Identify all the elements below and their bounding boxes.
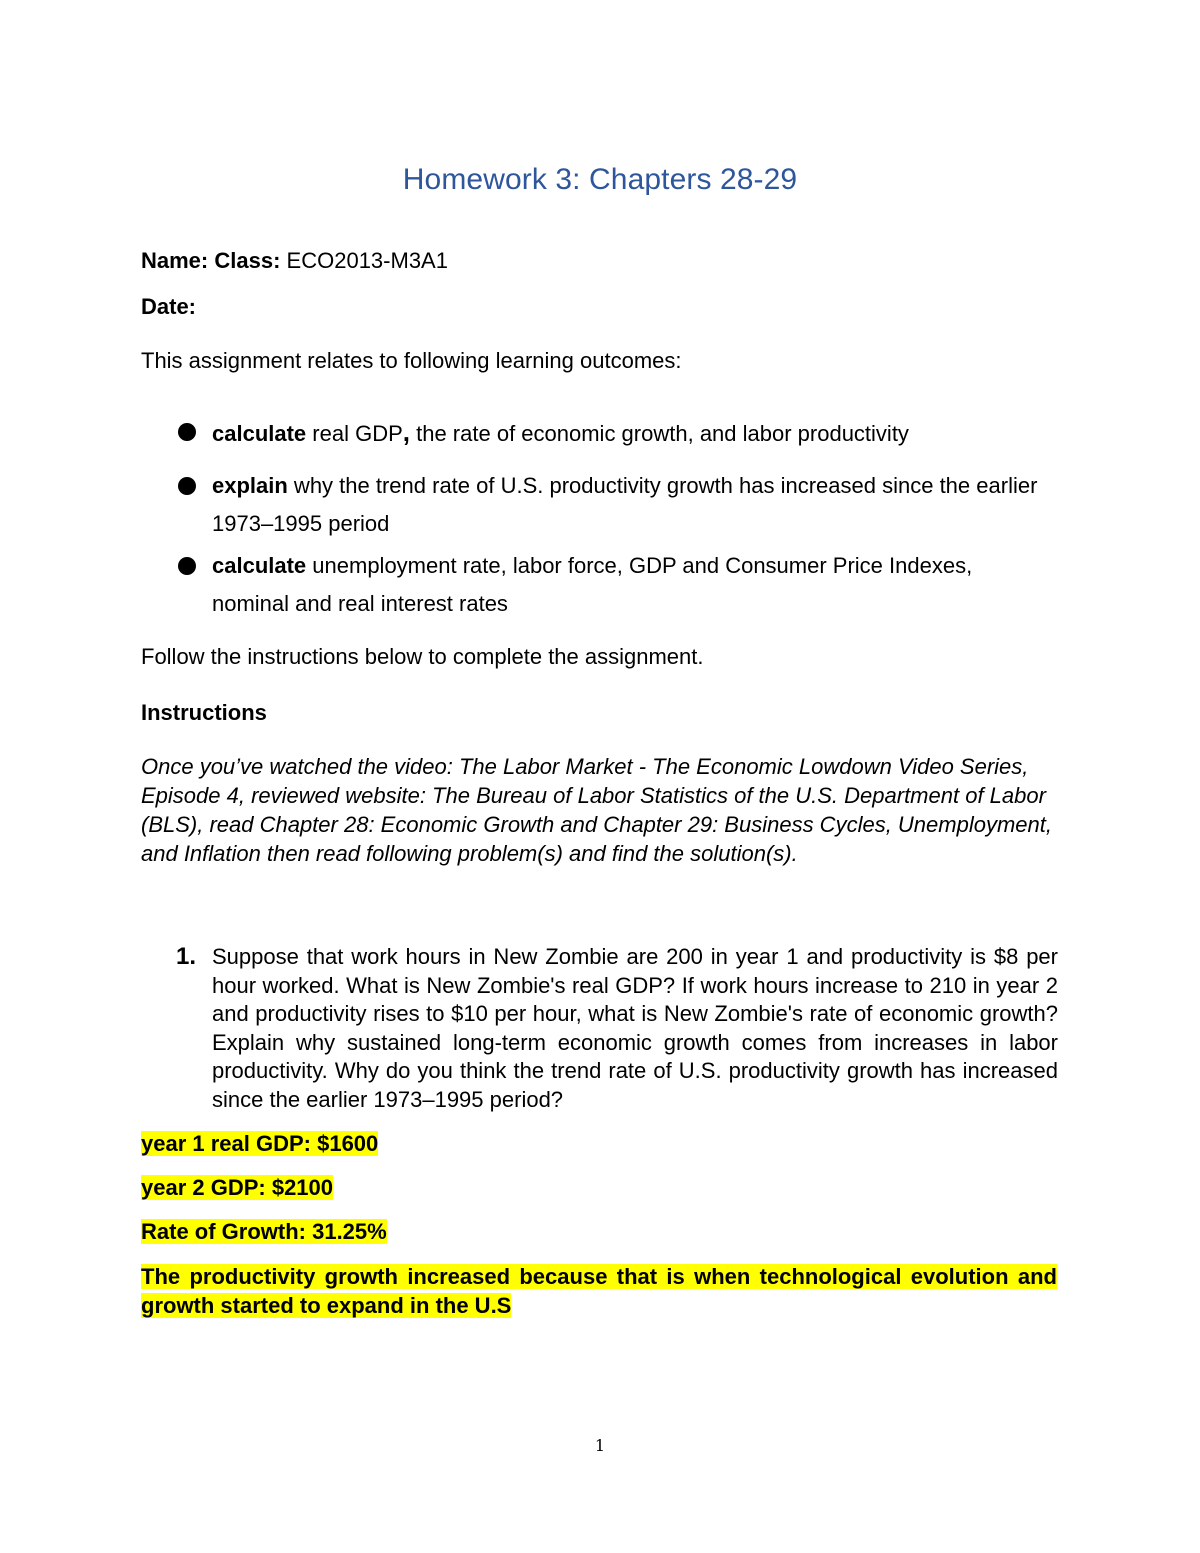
page-title: Homework 3: Chapters 28-29 (402, 163, 798, 196)
bullet-icon (178, 477, 196, 495)
outcome-item (141, 547, 1041, 623)
outcomes-list (141, 413, 1041, 627)
outcome-verb: calculate (212, 421, 307, 446)
outcome-verb: explain (212, 473, 288, 498)
bullet-icon (178, 423, 196, 441)
class-label: Class: (214, 248, 281, 273)
answer-year2-text: year 2 GDP: $2100 (141, 1175, 334, 1200)
name-separator: : (200, 248, 209, 273)
question-text: Suppose that work hours in New Zombie are 200 in year 1 and productivity is $8 per hour worked. What is New Zombie's real GDP? If work hours increase to 210 in year 2 and productivity rises to $10 per hour, what is New Zombie's rate of economic growth? Explain why sustained long-term economic growth comes from increases in labor productivity. Why do you think the trend rate of U.S. productivity growth has increased since the earlier 1973–1995 period? (212, 944, 1058, 1112)
answer-year1-text: year 1 real GDP: $1600 (141, 1131, 379, 1156)
class-value: ECO2013-M3A1 (286, 248, 448, 273)
answer-explanation-text: The productivity growth increased because that is when technological evolution and growth started to expand in the U.S (141, 1264, 1057, 1318)
instructions-heading: Instructions (141, 700, 267, 725)
intro-text: This assignment relates to following learning outcomes: (141, 348, 682, 373)
outcome-item (141, 413, 1041, 453)
outcome-comma: , (402, 417, 410, 447)
outcome-item (141, 467, 1041, 543)
name-class-line (141, 248, 448, 274)
outcome-text: why the trend rate of U.S. productivity growth has increased since the earlier 1973–1995 period (212, 473, 1038, 536)
question-item (176, 943, 1058, 1114)
answer-year1 (141, 1131, 378, 1157)
instructions-text: Once you’ve watched the video: The Labor Market - The Economic Lowdown Video Series, Episode 4, reviewed website: The Bureau of Labor Statistics of the U.S. Department of Labor (BLS), read Chapter 28: Economic Growth and Chapter 29: Business Cycles, Unemployment, and Inflation then read following problem(s) and find the solution(s). (141, 754, 1052, 866)
outcome-verb: calculate (212, 553, 307, 578)
answer-rate (141, 1219, 387, 1245)
answer-year2 (141, 1175, 333, 1201)
bullet-icon (178, 557, 196, 575)
page-number: 1 (594, 1436, 606, 1455)
date-label: Date: (141, 294, 197, 319)
outcome-text: real GDP (306, 421, 403, 446)
follow-text: Follow the instructions below to complete the assignment. (141, 644, 704, 669)
outcome-text: unemployment rate, labor force, GDP and Consumer Price Indexes, nominal and real interest rates (212, 553, 973, 616)
outcome-text: the rate of economic growth, and labor productivity (410, 421, 909, 446)
answer-explanation (141, 1263, 1057, 1320)
question-number: 1. (176, 943, 197, 970)
answer-rate-text: Rate of Growth: 31.25% (141, 1219, 387, 1244)
name-label: Name (141, 248, 201, 273)
